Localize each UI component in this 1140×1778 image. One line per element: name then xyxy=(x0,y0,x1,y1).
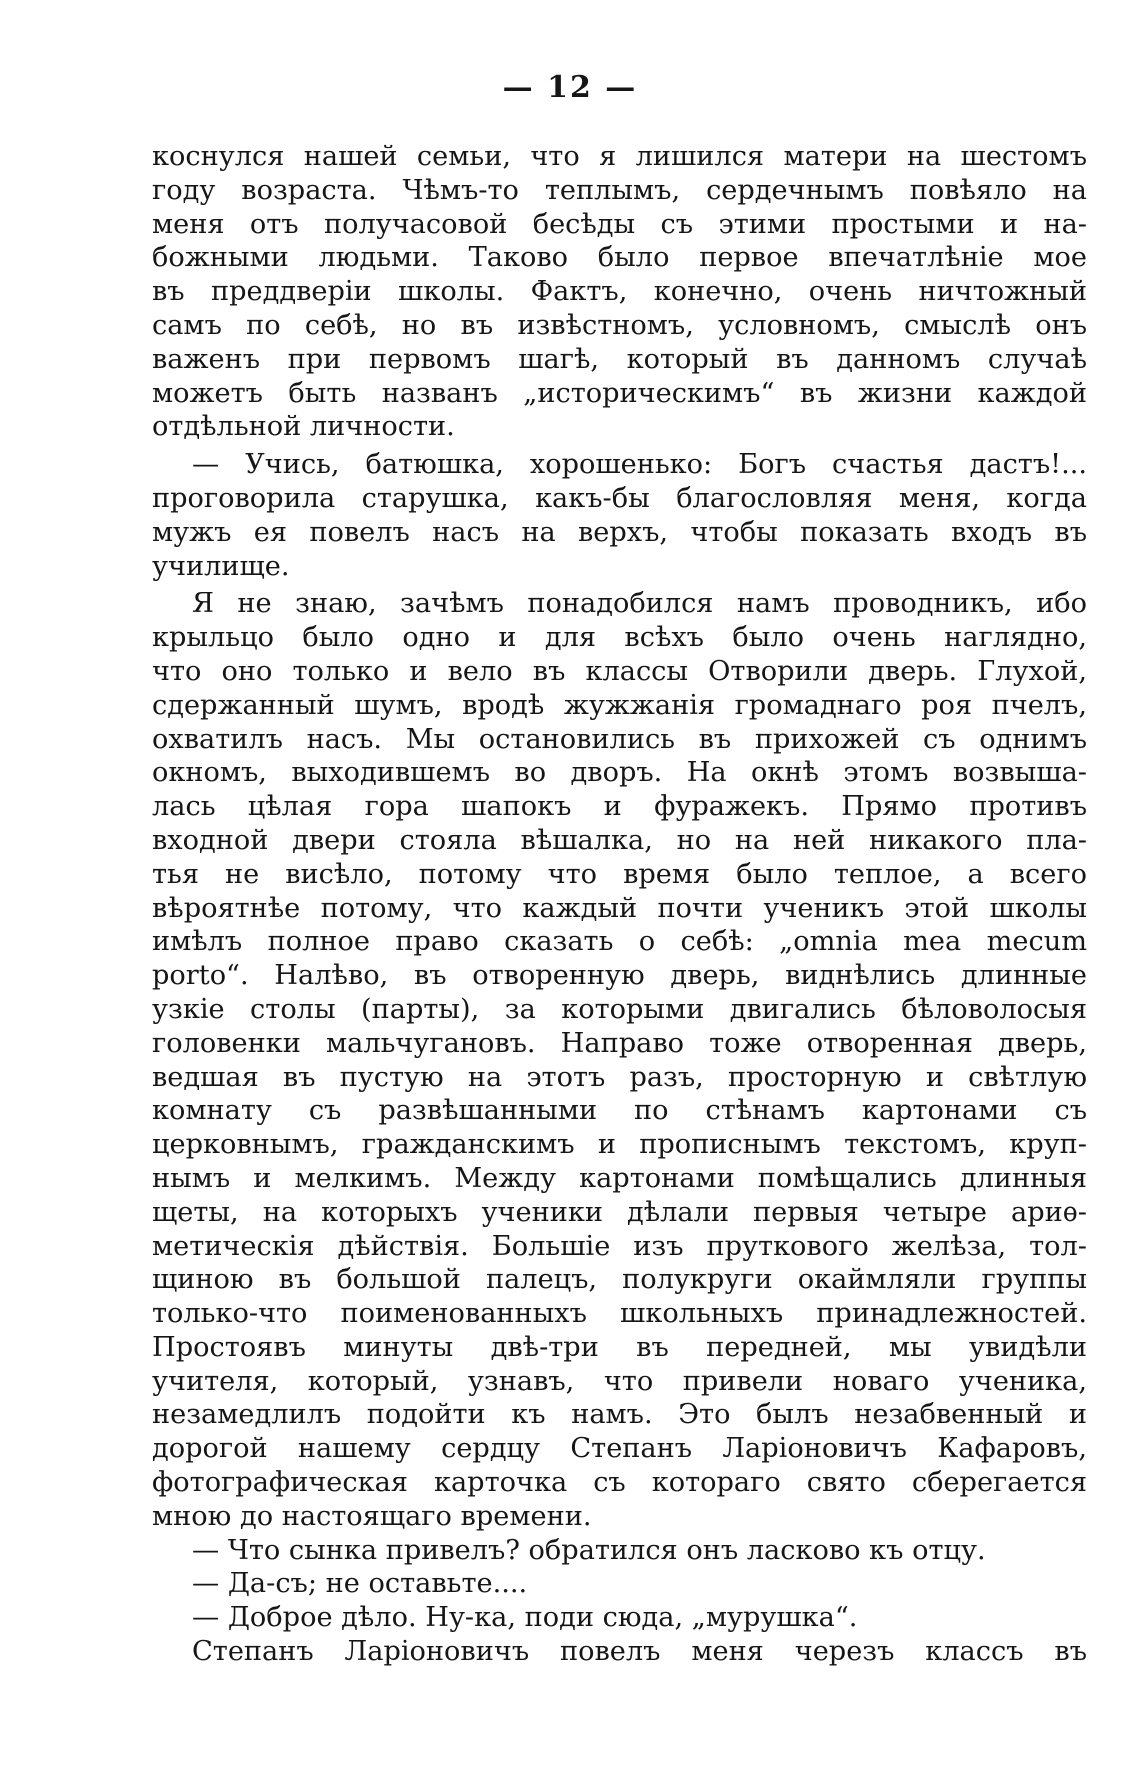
text-line: Простоявъ минуты двѣ-три въ передней, мы увидѣли xyxy=(152,1331,1087,1363)
text-line: входной двери стояла вѣшалка, но на ней никакого пла- xyxy=(152,824,1087,856)
text-line: узкіе столы (парты), за которыми двигались бѣловолосыя xyxy=(152,993,1087,1025)
body-text xyxy=(152,140,1087,1669)
text-line: щиною въ большой палецъ, полукруги окаймляли группы xyxy=(152,1264,1087,1296)
text-line: головенки мальчугановъ. Направо тоже отворенная дверь, xyxy=(152,1027,1087,1059)
dialogue-line: — Да-съ; не оставьте.... xyxy=(192,1568,528,1600)
text-line: мною до настоящаго времени. xyxy=(152,1500,592,1532)
dialogue-line: — Что сынка привелъ? обратился онъ ласково къ отцу. xyxy=(192,1534,986,1566)
page-number: — 12 — xyxy=(502,70,638,105)
text-line: отдѣльной личности. xyxy=(152,411,455,443)
text-line: Степанъ Ларіоновичъ повелъ меня черезъ классъ въ xyxy=(192,1636,1087,1668)
text-line: церковнымъ, гражданскимъ и прописнымъ текстомъ, круп- xyxy=(152,1129,1087,1161)
text-line: самъ по себѣ, но въ извѣстномъ, условномъ, смыслѣ онъ xyxy=(152,309,1087,341)
text-line: крыльцо было одно и для всѣхъ было очень наглядно, xyxy=(152,622,1087,654)
text-line: окномъ, выходившемъ во дворъ. На окнѣ этомъ возвыша- xyxy=(152,757,1087,789)
text-line: мужъ ея повелъ насъ на верхъ, чтобы показать входъ въ xyxy=(152,516,1087,548)
text-line: ведшая въ пустую на этотъ разъ, просторную и свѣтлую xyxy=(152,1061,1087,1093)
text-line: нымъ и мелкимъ. Между картонами помѣщались длинныя xyxy=(152,1162,1087,1194)
dialogue-line: — Учись, батюшка, хорошенько: Богъ счастья дастъ!... xyxy=(192,449,1087,481)
text-line: имѣлъ полное право сказать о себѣ: „omnia mea mecum xyxy=(152,926,1087,958)
text-line: фотографическая карточка съ котораго свято сберегается xyxy=(152,1467,1087,1499)
text-line: лась цѣлая гора шапокъ и фуражекъ. Прямо противъ xyxy=(152,791,1087,823)
text-line: только-что поименованныхъ школьныхъ принадлежностей. xyxy=(152,1298,1087,1330)
text-line: божными людьми. Таково было первое впечатлѣніе мое xyxy=(152,242,1087,274)
text-line: метическія дѣйствія. Большіе изъ пруткового желѣза, тол- xyxy=(152,1230,1087,1262)
text-line: что оно только и вело въ классы Отворили дверь. Глухой, xyxy=(152,655,1087,687)
text-line: тья не висѣло, потому что время было теплое, а всего xyxy=(152,858,1087,890)
text-line: незамедлилъ подойти къ намъ. Это былъ незабвенный и xyxy=(152,1399,1087,1431)
text-line: Я не знаю, зачѣмъ понадобился намъ проводникъ, ибо xyxy=(192,588,1087,620)
text-line: вѣроятнѣе потому, что каждый почти ученикъ этой школы xyxy=(152,892,1087,924)
text-line: сдержанный шумъ, вродѣ жужжанія громаднаго роя пчелъ, xyxy=(152,689,1087,721)
text-line: porto“. Налѣво, въ отворенную дверь, виднѣлись длинные xyxy=(152,960,1087,992)
text-line: проговорила старушка, какъ-бы благословляя меня, когда xyxy=(152,482,1087,514)
text-line: коснулся нашей семьи, что я лишился матери на шестомъ xyxy=(152,141,1087,172)
text-line: меня отъ получасовой бесѣды съ этими простыми и на- xyxy=(152,208,1087,240)
text-line: учителя, который, узнавъ, что привели новаго ученика, xyxy=(152,1365,1087,1397)
text-line: училище. xyxy=(152,550,290,582)
dialogue-line: — Доброе дѣло. Ну-ка, поди сюда, „мурушка“. xyxy=(192,1602,858,1634)
text-line: можетъ быть названъ „историческимъ“ въ жизни каждой xyxy=(152,377,1087,409)
text-line: дорогой нашему сердцу Степанъ Ларіоновичъ Кафаровъ, xyxy=(152,1433,1087,1465)
text-line: важенъ при первомъ шагѣ, который въ данномъ случаѣ xyxy=(152,343,1087,375)
text-line: году возраста. Чѣмъ-то теплымъ, сердечнымъ повѣяло на xyxy=(152,174,1087,206)
text-line: въ преддверіи школы. Фактъ, конечно, очень ничтожный xyxy=(152,276,1087,308)
text-line: щеты, на которыхъ ученики дѣлали первыя четыре ариѳ- xyxy=(152,1196,1087,1228)
text-line: охватилъ насъ. Мы остановились въ прихожей съ однимъ xyxy=(152,723,1087,755)
text-line: комнату съ развѣшанными по стѣнамъ картонами съ xyxy=(152,1095,1087,1127)
